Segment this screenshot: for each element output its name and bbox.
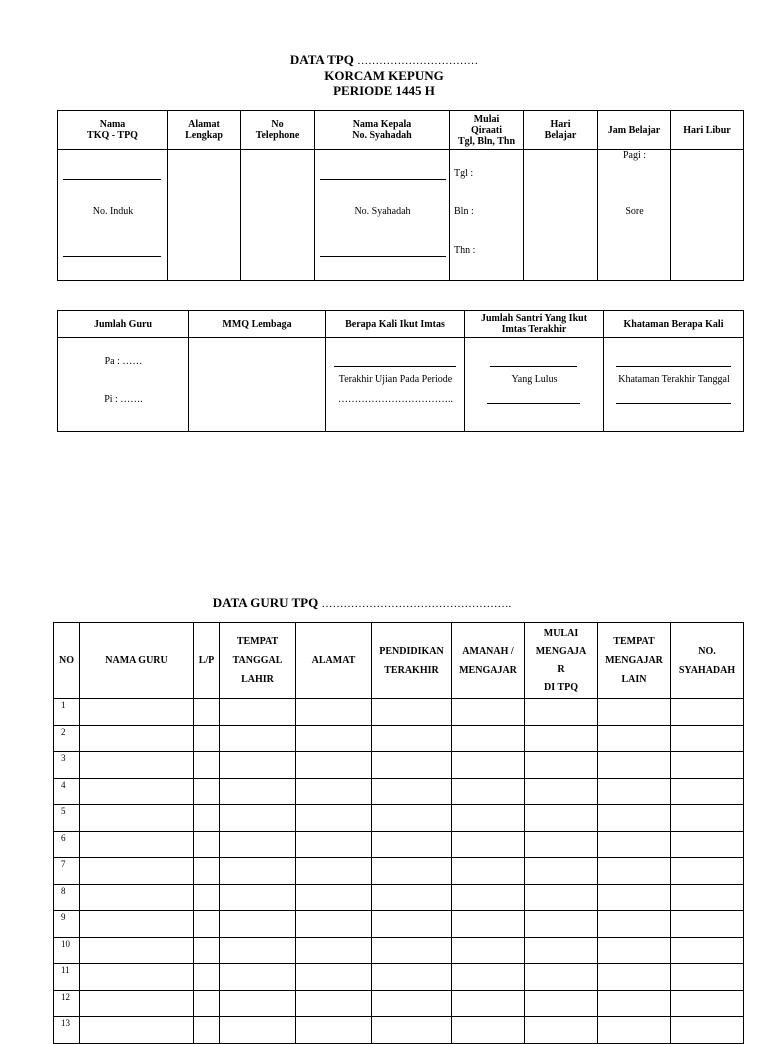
header-jumlah-santri: Jumlah Santri Yang Ikut Imtas Terakhir [465, 311, 604, 338]
guru-cell[interactable] [452, 858, 525, 885]
guru-cell[interactable] [80, 778, 194, 805]
santri-line [490, 366, 577, 367]
guru-cell[interactable] [525, 937, 598, 964]
guru-cell[interactable] [372, 990, 452, 1017]
row-number: 6 [54, 831, 80, 858]
table-header-row [58, 111, 744, 150]
header-khataman: Khataman Berapa Kali [604, 311, 744, 338]
nama-line [63, 179, 161, 180]
guru-cell[interactable] [296, 725, 372, 752]
guru-cell[interactable] [220, 964, 296, 991]
guru-cell[interactable] [525, 752, 598, 779]
guru-cell[interactable] [452, 805, 525, 832]
guru-title [0, 595, 746, 612]
guru-cell[interactable] [80, 1017, 194, 1044]
header-lp: L/P [194, 623, 220, 699]
row-number: 13 [54, 1017, 80, 1044]
tgl-label: Tgl : [454, 168, 474, 179]
no-induk-label: No. Induk [92, 206, 134, 217]
row-number: 10 [54, 937, 80, 964]
form-title-dots: …………………………… [357, 55, 479, 67]
guru-cell[interactable] [598, 964, 671, 991]
pi-label: Pi : ……. [104, 394, 143, 405]
guru-cell[interactable] [671, 990, 744, 1017]
guru-cell[interactable] [598, 831, 671, 858]
header-mulai-mengajar: MULAI MENGAJA R DI TPQ [525, 623, 598, 699]
guru-cell[interactable] [452, 778, 525, 805]
thn-label: Thn : [454, 245, 476, 256]
header-hari-libur: Hari Libur [671, 111, 744, 150]
guru-cell[interactable] [598, 937, 671, 964]
guru-cell[interactable] [372, 752, 452, 779]
guru-cell[interactable] [296, 778, 372, 805]
nama-tkq-cell[interactable] [58, 150, 168, 281]
guru-cell[interactable] [194, 725, 220, 752]
table-row [54, 725, 744, 752]
guru-cell[interactable] [80, 725, 194, 752]
guru-cell[interactable] [80, 699, 194, 726]
table-row [54, 778, 744, 805]
guru-cell[interactable] [80, 911, 194, 938]
guru-cell[interactable] [598, 752, 671, 779]
guru-cell[interactable] [671, 1017, 744, 1044]
jumlah-guru-cell[interactable] [58, 338, 189, 432]
guru-cell[interactable] [525, 1017, 598, 1044]
form-title-text: DATA TPQ [289, 52, 354, 67]
jumlah-santri-cell[interactable] [465, 338, 604, 432]
khataman-tanggal-label: Khataman Terakhir Tanggal [618, 374, 730, 385]
guru-cell[interactable] [598, 1017, 671, 1044]
table-row [54, 990, 744, 1017]
guru-cell[interactable] [372, 805, 452, 832]
guru-cell[interactable] [452, 990, 525, 1017]
guru-rows [54, 699, 744, 1044]
form-period: PERIODE 1445 H [333, 83, 435, 98]
table-row [54, 831, 744, 858]
pagi-label: Pagi : [622, 150, 647, 161]
guru-cell[interactable] [525, 911, 598, 938]
guru-cell[interactable] [525, 884, 598, 911]
guru-cell[interactable] [525, 778, 598, 805]
ujian-periode-label: Terakhir Ujian Pada Periode [338, 374, 453, 385]
guru-cell[interactable] [220, 990, 296, 1017]
header-no: NO [54, 623, 80, 699]
guru-cell[interactable] [372, 937, 452, 964]
guru-cell[interactable] [296, 884, 372, 911]
guru-cell[interactable] [296, 990, 372, 1017]
guru-cell[interactable] [671, 964, 744, 991]
guru-cell[interactable] [80, 884, 194, 911]
header-nama-guru: NAMA GURU [80, 623, 194, 699]
guru-cell[interactable] [220, 725, 296, 752]
row-number: 4 [54, 778, 80, 805]
guru-cell[interactable] [296, 805, 372, 832]
guru-cell[interactable] [598, 858, 671, 885]
guru-cell[interactable] [80, 752, 194, 779]
row-number: 11 [54, 964, 80, 991]
guru-cell[interactable] [671, 884, 744, 911]
guru-cell[interactable] [220, 858, 296, 885]
jam-belajar-cell[interactable] [598, 150, 671, 281]
table-row [54, 858, 744, 885]
row-number: 7 [54, 858, 80, 885]
table-row [54, 884, 744, 911]
guru-cell[interactable] [372, 858, 452, 885]
row-number: 12 [54, 990, 80, 1017]
guru-cell[interactable] [598, 990, 671, 1017]
guru-cell[interactable] [296, 831, 372, 858]
form-title [0, 52, 768, 69]
row-number: 9 [54, 911, 80, 938]
khataman-line [616, 366, 731, 367]
table-row [54, 699, 744, 726]
guru-cell[interactable] [296, 911, 372, 938]
guru-header-row [54, 623, 744, 699]
guru-cell[interactable] [671, 725, 744, 752]
bln-label: Bln : [454, 206, 474, 217]
kepala-line [320, 179, 446, 180]
guru-cell[interactable] [525, 858, 598, 885]
guru-cell[interactable] [296, 858, 372, 885]
guru-cell[interactable] [525, 725, 598, 752]
stats-body-row [58, 338, 744, 432]
header-hari-belajar: Hari Belajar [524, 111, 598, 150]
guru-cell[interactable] [194, 831, 220, 858]
guru-cell[interactable] [296, 752, 372, 779]
guru-cell[interactable] [671, 778, 744, 805]
no-syahadah-label: No. Syahadah [354, 206, 411, 217]
guru-cell[interactable] [80, 964, 194, 991]
guru-cell[interactable] [220, 805, 296, 832]
guru-cell[interactable] [80, 937, 194, 964]
ujian-periode-dots: …………………………….. [338, 394, 453, 405]
row-number: 1 [54, 699, 80, 726]
header-tempat-lain: TEMPAT MENGAJAR LAIN [598, 623, 671, 699]
header-pendidikan: PENDIDIKAN TERAKHIR [372, 623, 452, 699]
syahadah-line [320, 256, 446, 257]
header-mmq-lembaga: MMQ Lembaga [189, 311, 326, 338]
guru-cell[interactable] [220, 699, 296, 726]
guru-cell[interactable] [452, 831, 525, 858]
guru-cell[interactable] [194, 1017, 220, 1044]
guru-cell[interactable] [80, 805, 194, 832]
header-amanah: AMANAH / MENGAJAR [452, 623, 525, 699]
guru-cell[interactable] [598, 725, 671, 752]
row-number: 2 [54, 725, 80, 752]
pa-label: Pa : …… [104, 356, 143, 367]
imtas-line [334, 366, 456, 367]
guru-cell[interactable] [598, 805, 671, 832]
header-ikut-imtas: Berapa Kali Ikut Imtas [326, 311, 465, 338]
header-kepala: Nama Kepala No. Syahadah [315, 111, 450, 150]
guru-cell[interactable] [220, 937, 296, 964]
alamat-cell[interactable] [168, 150, 241, 281]
guru-cell[interactable] [194, 778, 220, 805]
table-body-row [58, 150, 744, 281]
table-row [54, 964, 744, 991]
guru-cell[interactable] [671, 752, 744, 779]
guru-cell[interactable] [525, 805, 598, 832]
guru-cell[interactable] [372, 725, 452, 752]
mulai-qiraati-cell[interactable] [450, 150, 524, 281]
guru-cell[interactable] [194, 964, 220, 991]
guru-cell[interactable] [372, 1017, 452, 1044]
row-number: 3 [54, 752, 80, 779]
guru-cell[interactable] [452, 937, 525, 964]
guru-cell[interactable] [194, 858, 220, 885]
guru-cell[interactable] [452, 752, 525, 779]
guru-cell[interactable] [525, 699, 598, 726]
khataman-cell[interactable] [604, 338, 744, 432]
guru-cell[interactable] [372, 964, 452, 991]
no-induk-line [63, 256, 161, 257]
table-row [54, 1017, 744, 1044]
guru-cell[interactable] [452, 884, 525, 911]
header-no-syahadah: NO. SYAHADAH [671, 623, 744, 699]
guru-cell[interactable] [452, 699, 525, 726]
telephone-cell[interactable] [241, 150, 315, 281]
row-number: 5 [54, 805, 80, 832]
guru-cell[interactable] [671, 911, 744, 938]
ikut-imtas-cell[interactable] [326, 338, 465, 432]
guru-cell[interactable] [525, 990, 598, 1017]
guru-cell[interactable] [194, 699, 220, 726]
kepala-cell[interactable] [315, 150, 450, 281]
header-nama-tkq: Nama TKQ - TPQ [58, 111, 168, 150]
guru-cell[interactable] [220, 884, 296, 911]
header-alamat: Alamat Lengkap [168, 111, 241, 150]
guru-cell[interactable] [296, 964, 372, 991]
guru-cell[interactable] [194, 884, 220, 911]
guru-cell[interactable] [598, 699, 671, 726]
header-jumlah-guru: Jumlah Guru [58, 311, 189, 338]
sore-label: Sore [625, 206, 644, 217]
guru-title-text: DATA GURU TPQ [212, 595, 319, 610]
guru-cell[interactable] [296, 937, 372, 964]
guru-cell[interactable] [452, 1017, 525, 1044]
guru-cell[interactable] [220, 752, 296, 779]
guru-cell[interactable] [194, 911, 220, 938]
guru-cell[interactable] [598, 778, 671, 805]
lulus-line [487, 403, 580, 404]
table-row [54, 911, 744, 938]
table-row [54, 752, 744, 779]
guru-title-dots: ……………………………………………. [321, 598, 512, 610]
guru-cell[interactable] [372, 699, 452, 726]
tpq-stats-table [57, 310, 744, 432]
mmq-lembaga-cell[interactable] [189, 338, 326, 432]
guru-cell[interactable] [452, 725, 525, 752]
guru-cell[interactable] [598, 911, 671, 938]
guru-cell[interactable] [194, 752, 220, 779]
guru-cell[interactable] [80, 990, 194, 1017]
guru-cell[interactable] [598, 884, 671, 911]
table-row [54, 937, 744, 964]
header-jam-belajar: Jam Belajar [598, 111, 671, 150]
guru-table [53, 622, 744, 1044]
hari-belajar-cell[interactable] [524, 150, 598, 281]
tpq-info-table [57, 110, 744, 281]
guru-cell[interactable] [296, 1017, 372, 1044]
guru-cell[interactable] [671, 831, 744, 858]
khataman-tanggal-line [616, 403, 731, 404]
header-telephone: No Telephone [241, 111, 315, 150]
guru-cell[interactable] [194, 937, 220, 964]
guru-cell[interactable] [671, 805, 744, 832]
guru-cell[interactable] [296, 699, 372, 726]
guru-cell[interactable] [194, 805, 220, 832]
guru-cell[interactable] [452, 964, 525, 991]
guru-cell[interactable] [220, 911, 296, 938]
guru-cell[interactable] [452, 911, 525, 938]
guru-cell[interactable] [372, 911, 452, 938]
table-row [54, 805, 744, 832]
header-mulai-qiraati: Mulai Qiraati Tgl, Bln, Thn [450, 111, 524, 150]
header-alamat-guru: ALAMAT [296, 623, 372, 699]
yang-lulus-label: Yang Lulus [511, 374, 558, 385]
stats-header-row [58, 311, 744, 338]
guru-cell[interactable] [372, 778, 452, 805]
header-ttl: TEMPAT TANGGAL LAHIR [220, 623, 296, 699]
guru-cell[interactable] [220, 1017, 296, 1044]
hari-libur-cell[interactable] [671, 150, 744, 281]
guru-cell[interactable] [80, 831, 194, 858]
guru-cell[interactable] [194, 990, 220, 1017]
guru-cell[interactable] [671, 858, 744, 885]
guru-cell[interactable] [80, 858, 194, 885]
guru-cell[interactable] [525, 964, 598, 991]
guru-cell[interactable] [671, 937, 744, 964]
guru-cell[interactable] [220, 778, 296, 805]
row-number: 8 [54, 884, 80, 911]
guru-cell[interactable] [372, 884, 452, 911]
form-subtitle: KORCAM KEPUNG [324, 68, 444, 83]
guru-cell[interactable] [220, 831, 296, 858]
guru-cell[interactable] [372, 831, 452, 858]
guru-cell[interactable] [525, 831, 598, 858]
guru-cell[interactable] [671, 699, 744, 726]
